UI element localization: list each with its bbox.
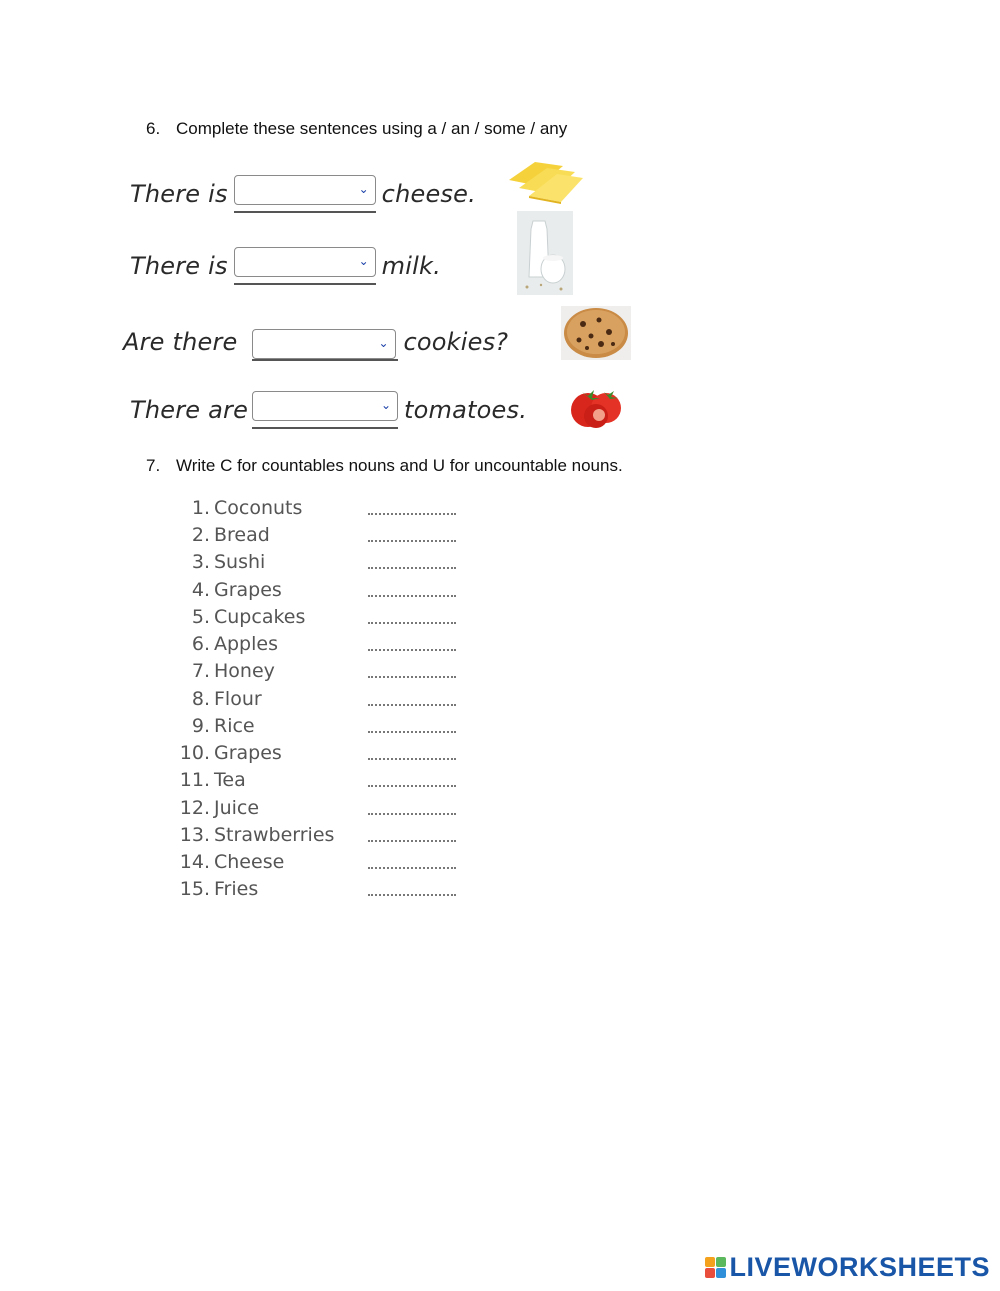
answer-line [368, 758, 456, 760]
item-number: 8. [191, 687, 210, 710]
chevron-down-icon: ⌄ [358, 182, 369, 196]
item-number: 13. [179, 823, 210, 846]
answer-line [368, 894, 456, 896]
question-6-number: 6. [146, 119, 161, 138]
answer-line [368, 622, 456, 624]
cheese-slices-image [505, 158, 585, 204]
list-item [176, 739, 456, 766]
item-word: Flour [214, 687, 262, 710]
item-word: Cupcakes [214, 605, 306, 628]
list-item [176, 630, 456, 657]
item-word: Tea [214, 768, 246, 791]
list-item [176, 875, 456, 902]
list-item [176, 521, 456, 548]
item-number: 11. [179, 768, 210, 791]
list-item [176, 603, 456, 630]
item-number: 1. [191, 496, 210, 519]
list-item [176, 494, 456, 521]
sentence-4-dropdown[interactable] [252, 391, 398, 421]
question-7-heading [146, 456, 623, 476]
sentence-tomatoes [130, 388, 527, 432]
item-number: 15. [179, 877, 210, 900]
answer-line [368, 567, 456, 569]
chevron-down-icon: ⌄ [380, 398, 392, 412]
list-item [176, 548, 456, 575]
sentence-4-after: tomatoes. [404, 396, 528, 424]
question-6-instruction: Complete these sentences using a / an / some / any [176, 119, 568, 138]
answer-line [368, 649, 456, 651]
item-word: Honey [214, 659, 275, 682]
answer-line [368, 676, 456, 678]
answer-line [368, 867, 456, 869]
item-word: Strawberries [214, 823, 335, 846]
item-number: 6. [191, 632, 210, 655]
item-number: 4. [191, 578, 210, 601]
question-7-number: 7. [146, 456, 161, 475]
list-item [176, 712, 456, 739]
item-word: Grapes [214, 741, 282, 764]
milk-glasses-image [517, 211, 573, 295]
logo-squares-icon [705, 1257, 726, 1278]
item-number: 5. [191, 605, 210, 628]
answer-line [368, 595, 456, 597]
question-6-heading [146, 119, 567, 139]
answer-line [368, 785, 456, 787]
answer-line [368, 704, 456, 706]
list-item [176, 794, 456, 821]
sentence-1-before: There is [130, 180, 228, 208]
answer-line [368, 840, 456, 842]
sentence-1-dropdown[interactable] [234, 175, 376, 205]
list-item [176, 657, 456, 684]
item-word: Fries [214, 877, 259, 900]
sentence-milk [130, 244, 441, 288]
sentence-2-after: milk. [381, 252, 441, 280]
sentence-cookies [123, 320, 508, 364]
cookie-image [561, 306, 631, 360]
item-word: Sushi [214, 550, 266, 573]
sentence-3-blank [252, 323, 398, 361]
item-word: Coconuts [214, 496, 303, 519]
list-item [176, 576, 456, 603]
list-item [176, 848, 456, 875]
sentence-1-blank [234, 175, 376, 213]
sentence-3-before: Are there [123, 328, 238, 356]
answer-line [368, 731, 456, 733]
sentence-cheese [130, 172, 476, 216]
brand-name: LIVEWORKSHEETS [729, 1252, 990, 1282]
sentence-2-blank [234, 247, 376, 285]
item-word: Grapes [214, 578, 282, 601]
item-word: Cheese [214, 850, 285, 873]
item-number: 12. [179, 796, 210, 819]
item-number: 3. [191, 550, 210, 573]
sentence-2-before: There is [130, 252, 228, 280]
item-word: Apples [214, 632, 278, 655]
answer-line [368, 813, 456, 815]
answer-line [368, 513, 456, 515]
list-item [176, 821, 456, 848]
sentence-4-before: There are [130, 396, 249, 424]
answer-line [368, 540, 456, 542]
item-word: Rice [214, 714, 255, 737]
item-word: Juice [214, 796, 260, 819]
question-7-instruction: Write C for countables nouns and U for uncountable nouns. [176, 456, 623, 475]
list-item [176, 685, 456, 712]
item-number: 14. [179, 850, 210, 873]
sentence-3-dropdown[interactable] [252, 329, 396, 359]
sentence-4-blank [252, 391, 398, 429]
tomatoes-image [566, 380, 626, 430]
chevron-down-icon: ⌄ [358, 254, 369, 268]
item-number: 7. [191, 659, 210, 682]
sentence-3-after: cookies? [403, 328, 509, 356]
liveworksheets-logo [705, 1252, 990, 1283]
list-item [176, 766, 456, 793]
sentence-2-dropdown[interactable] [234, 247, 376, 277]
chevron-down-icon: ⌄ [378, 336, 389, 350]
item-word: Bread [214, 523, 270, 546]
sentence-1-after: cheese. [381, 180, 476, 208]
item-number: 2. [191, 523, 210, 546]
item-number: 9. [191, 714, 210, 737]
item-number: 10. [179, 741, 210, 764]
